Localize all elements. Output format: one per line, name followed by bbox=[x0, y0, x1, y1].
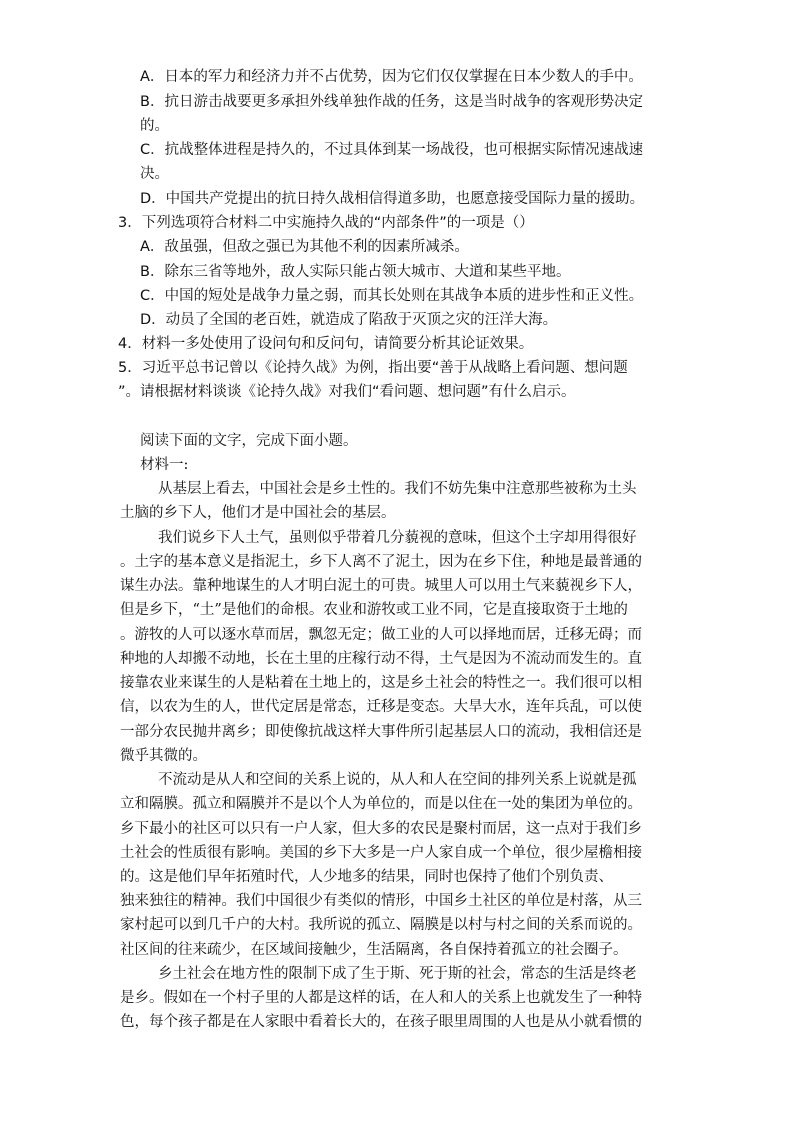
q2-option-c-cont: 决。 bbox=[140, 166, 169, 182]
passage-line: 社区间的往来疏少，在区域间接触少，生活隔离，各自保持着孤立的社会圈子。 bbox=[120, 942, 628, 958]
passage-line: 乡下最小的社区可以只有一户人家，但大多的农民是聚村而居，这一点对于我们乡 bbox=[120, 821, 642, 837]
passage-line: 一部分农民抛井离乡；即使像抗战这样大事件所引起基层人口的流动，我相信还是 bbox=[120, 724, 642, 740]
passage-line: 。土字的基本意义是指泥土，乡下人离不了泥土，因为在乡下住，种地是最普通的 bbox=[120, 554, 642, 570]
q2-option-a: A．日本的军力和经济力并不占优势，因为它们仅仅掌握在日本少数人的手中。 bbox=[140, 69, 643, 85]
q3-option-b: B．除东三省等地外，敌人实际只能占领大城市、大道和某些平地。 bbox=[140, 264, 571, 280]
q5-stem-cont: ”。请根据材料谈谈《论持久战》对我们“看问题、想问题”有什么启示。 bbox=[118, 384, 576, 400]
q2-option-b: B．抗日游击战要更多承担外线单独作战的任务，这是当时战争的客观形势决定 bbox=[140, 94, 643, 110]
passage-line: 我们说乡下人土气，虽则似乎带着几分藐视的意味，但这个土字却用得很好 bbox=[158, 530, 637, 546]
q4-stem: 4．材料一多处使用了设问句和反问句，请简要分析其论证效果。 bbox=[118, 336, 534, 352]
q3-option-c: C．中国的短处是战争力量之弱，而其长处则在其战争本质的进步性和正义性。 bbox=[140, 288, 644, 304]
passage-line: 的。这是他们早年拓殖时代，人少地多的结果，同时也保持了他们个别负责、 bbox=[120, 869, 613, 885]
passage-line: 土脑的乡下人，他们才是中国社会的基层。 bbox=[120, 505, 396, 521]
passage-line: 土社会的性质很有影响。美国的乡下大多是一户人家自成一个单位，很少屋檐相接 bbox=[120, 845, 642, 861]
q3-stem: 3．下列选项符合材料二中实施持久战的“内部条件”的一项是（） bbox=[118, 215, 534, 231]
passage-line: 不流动是从人和空间的关系上说的，从人和人在空间的排列关系上说就是孤 bbox=[158, 772, 637, 788]
passage-line: 信，以农为生的人，世代定居是常态，迁移是变态。大旱大水，连年兵乱，可以使 bbox=[120, 699, 642, 715]
passage-line: 但是乡下，“土”是他们的命根。农业和游牧或工业不同，它是直接取资于土地的 bbox=[120, 602, 628, 618]
passage-line: 是乡。假如在一个村子里的人都是这样的话，在人和人的关系上也就发生了一种特 bbox=[120, 990, 642, 1006]
material-label: 材料一: bbox=[140, 457, 189, 473]
q2-option-b-cont: 的。 bbox=[140, 118, 169, 134]
passage-line: 立和隔膜。孤立和隔膜并不是以个人为单位的，而是以住在一处的集团为单位的。 bbox=[120, 796, 642, 812]
passage-line: 从基层上看去，中国社会是乡土性的。我们不妨先集中注意那些被称为土头 bbox=[158, 481, 637, 497]
passage-line: 微乎其微的。 bbox=[120, 748, 207, 764]
passage-line: 乡土社会在地方性的限制下成了生于斯、死于斯的社会，常态的生活是终老 bbox=[158, 966, 637, 982]
passage-line: 色，每个孩子都是在人家眼中看着长大的，在孩子眼里周围的人也是从小就看惯的 bbox=[120, 1014, 642, 1030]
passage-line: 接靠农业来谋生的人是粘着在土地上的，这是乡土社会的特性之一。我们很可以相 bbox=[120, 675, 642, 691]
q2-option-c: C．抗战整体进程是持久的，不过具体到某一场战役，也可根据实际情况速战速 bbox=[140, 142, 644, 158]
q3-option-a: A．敌虽强，但敌之强已为其他不利的因素所减杀。 bbox=[140, 239, 469, 255]
section-intro: 阅读下面的文字，完成下面小题。 bbox=[140, 433, 358, 449]
passage-line: 独来独往的精神。我们中国很少有类似的情形，中国乡土社区的单位是村落，从三 bbox=[120, 893, 642, 909]
q2-option-d: D．中国共产党提出的抗日持久战相信得道多助，也愿意接受国际力量的援助。 bbox=[140, 191, 645, 207]
passage-line: 家村起可以到几千户的大村。我所说的孤立、隔膜是以村与村之间的关系而说的。 bbox=[120, 917, 642, 933]
q5-stem: 5．习近平总书记曾以《论持久战》为例，指出要“善于从战略上看问题、想问题 bbox=[118, 360, 628, 376]
passage-line: 谋生办法。靠种地谋生的人才明白泥土的可贵。城里人可以用土气来藐视乡下人， bbox=[120, 578, 642, 594]
q3-option-d: D．动员了全国的老百姓，就造成了陷敌于灭顶之灾的汪洋大海。 bbox=[140, 312, 558, 328]
passage-line: 。游牧的人可以逐水草而居，飘忽无定；做工业的人可以择地而居，迁移无碍；而 bbox=[120, 627, 642, 643]
passage-line: 种地的人却搬不动地，长在土里的庄稼行动不得，土气是因为不流动而发生的。直 bbox=[120, 651, 642, 667]
